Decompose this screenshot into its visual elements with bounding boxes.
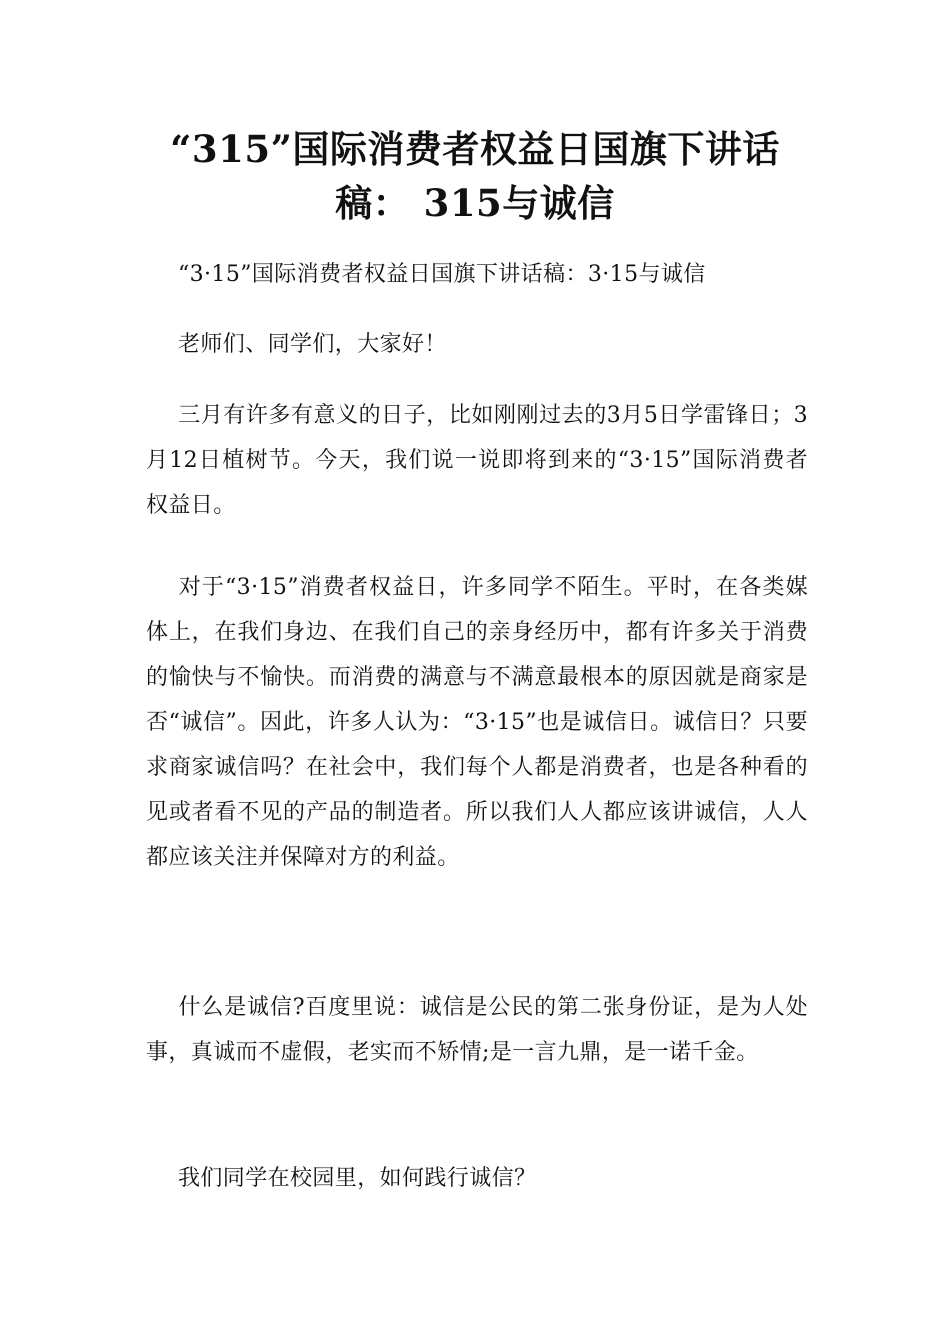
paragraph-march-days <box>146 393 808 528</box>
paragraph-text: 老师们、同学们，大家好！ <box>178 332 447 357</box>
paragraph-practice-integrity <box>146 1156 808 1201</box>
paragraph-consumer-day <box>146 565 808 880</box>
paragraph-text: 什么是诚信?百度里说：诚信是公民的第二张身份证，是为人处事，真诚而不虚假，老实而不矫情;是一言九鼎，是一诺千金。 <box>146 995 808 1065</box>
paragraph-what-is-integrity <box>146 985 808 1075</box>
paragraph-greeting <box>146 322 808 367</box>
paragraph-text: “3·15”国际消费者权益日国旗下讲话稿：3·15与诚信 <box>178 262 706 287</box>
paragraph-text: 三月有许多有意义的日子，比如刚刚过去的3月5日学雷锋日；3月12日植树节。今天，我们说一说即将到来的“3·15”国际消费者权益日。 <box>146 403 808 518</box>
document-title: “315”国际消费者权益日国旗下讲话稿： 315与诚信 <box>170 127 780 225</box>
paragraph-text: 对于“3·15”消费者权益日，许多同学不陌生。平时，在各类媒体上，在我们身边、在我们自己的亲身经历中，都有许多关于消费的愉快与不愉快。而消费的满意与不满意最根本的原因就是商家是否“诚信”。因此，许多人认为：“3·15”也是诚信日。诚信日？只要求商家诚信吗？在社会中，我们每个人都是消费者，也是各种看的见或者看不见的产品的制造者。所以我们人人都应该讲诚信，人人都应该关注并保障对方的利益。 <box>146 575 808 870</box>
paragraph-text: 我们同学在校园里，如何践行诚信？ <box>178 1166 537 1191</box>
paragraph-subtitle <box>146 252 808 297</box>
